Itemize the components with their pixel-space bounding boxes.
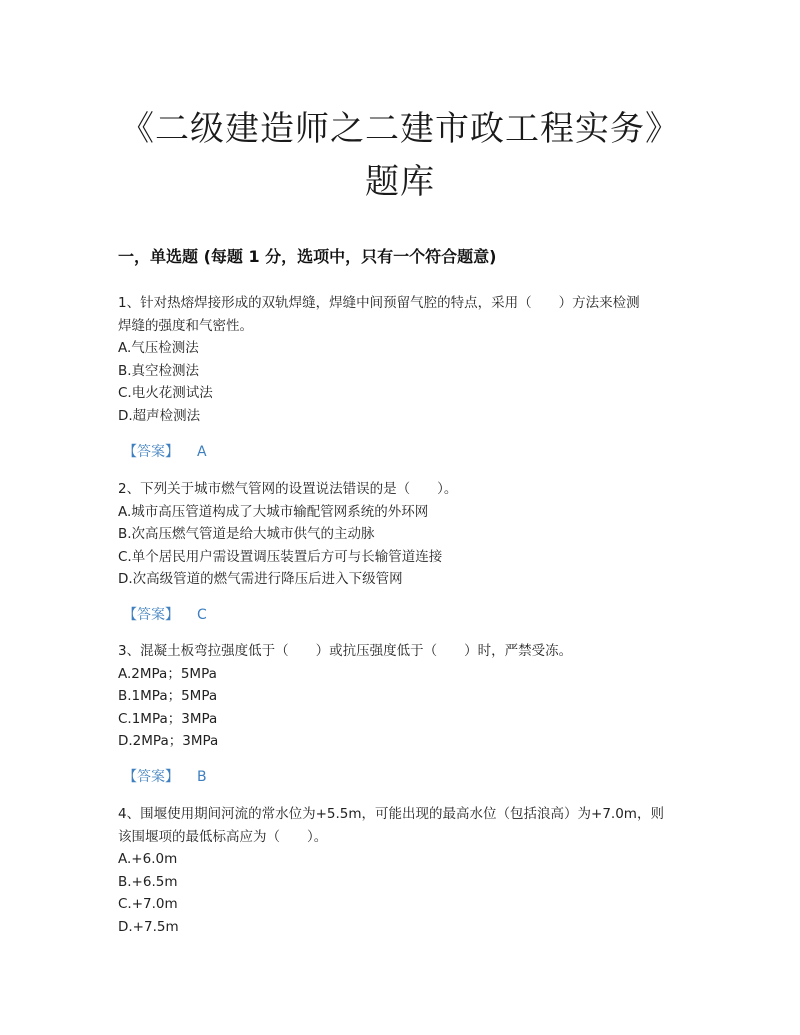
document-title: 《二级建造师之二建市政工程实务》 bbox=[120, 109, 680, 149]
question-stem: 4、围堰使用期间河流的常水位为+5.5m，可能出现的最高水位（包括浪高）为+7.0m，则 bbox=[118, 806, 664, 822]
option-d: D.次高级管道的燃气需进行降压后进入下级管网 bbox=[118, 571, 403, 587]
answer-value: C bbox=[197, 607, 207, 623]
option-c: C.1MPa；3MPa bbox=[118, 710, 218, 727]
question-stem: 1、针对热熔焊接形成的双轨焊缝，焊缝中间预留气腔的特点，采用（ ）方法来检测 bbox=[118, 295, 640, 311]
option-c: C.电火花测试法 bbox=[118, 385, 213, 401]
option-a: A.气压检测法 bbox=[118, 340, 199, 356]
answer-1 bbox=[123, 441, 207, 463]
option-a: A.城市高压管道构成了大城市输配管网系统的外环网 bbox=[118, 503, 429, 520]
question-1 bbox=[118, 292, 688, 427]
question-stem-continued: 焊缝的强度和气密性。 bbox=[118, 317, 253, 334]
answer-value: A bbox=[197, 444, 207, 460]
option-b: B.+6.5m bbox=[118, 873, 178, 890]
option-c: C.+7.0m bbox=[118, 896, 178, 912]
option-d: D.2MPa；3MPa bbox=[118, 733, 219, 749]
answer-3 bbox=[123, 766, 207, 788]
answer-label: 【答案】 bbox=[123, 769, 179, 785]
option-d: D.+7.5m bbox=[118, 918, 179, 935]
question-3 bbox=[118, 640, 688, 753]
question-2 bbox=[118, 478, 688, 591]
section-heading: 一，单选题 (每题 1 分，选项中，只有一个符合题意) bbox=[118, 247, 497, 266]
question-stem-continued: 该围堰项的最低标高应为（ ）。 bbox=[118, 828, 328, 845]
option-b: B.1MPa；5MPa bbox=[118, 688, 218, 704]
option-a: A.+6.0m bbox=[118, 851, 178, 867]
question-stem: 3、混凝土板弯拉强度低于（ ）或抗压强度低于（ ）时，严禁受冻。 bbox=[118, 643, 573, 659]
option-b: B.真空检测法 bbox=[118, 362, 200, 379]
answer-label: 【答案】 bbox=[123, 444, 179, 460]
option-b: B.次高压燃气管道是给大城市供气的主动脉 bbox=[118, 526, 375, 542]
option-c: C.单个居民用户需设置调压装置后方可与长输管道连接 bbox=[118, 548, 443, 565]
document-subtitle: 题库 bbox=[365, 162, 435, 202]
question-4 bbox=[118, 803, 688, 938]
option-a: A.2MPa；5MPa bbox=[118, 665, 217, 682]
answer-label: 【答案】 bbox=[123, 607, 179, 623]
answer-2 bbox=[123, 604, 207, 626]
answer-value: B bbox=[197, 769, 207, 785]
question-stem: 2、下列关于城市燃气管网的设置说法错误的是（ ）。 bbox=[118, 481, 458, 497]
option-d: D.超声检测法 bbox=[118, 407, 201, 424]
